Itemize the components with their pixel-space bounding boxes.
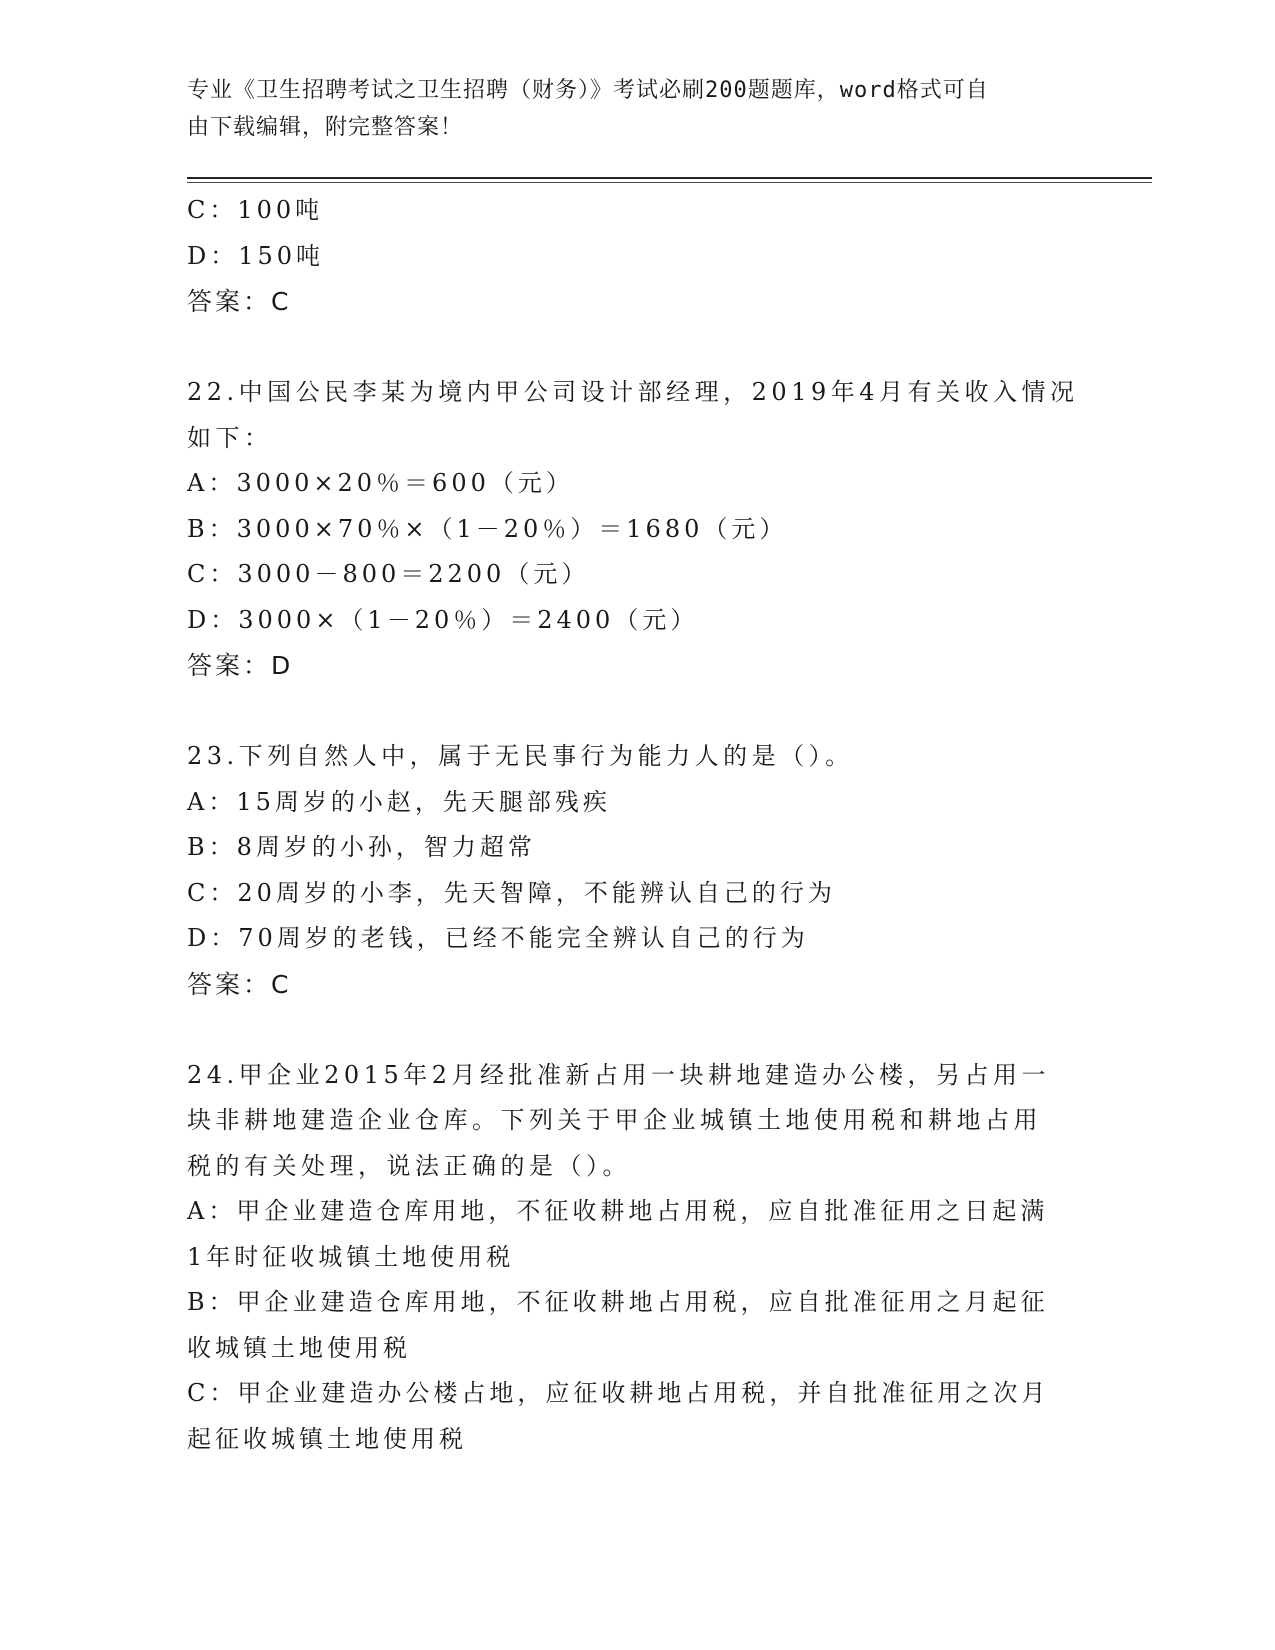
- spacer: [187, 1007, 1087, 1053]
- question-stem: 块非耕地建造企业仓库。下列关于甲企业城镇土地使用税和耕地占用: [187, 1106, 1042, 1134]
- option-b: B：3000×70％×（1－20％）＝1680（元）: [187, 514, 788, 543]
- option-c: C：20周岁的小李，先天智障，不能辨认自己的行为: [187, 878, 836, 907]
- option-d: D：150吨: [187, 241, 325, 270]
- answer: 答案：C: [187, 287, 292, 316]
- answer: 答案：D: [187, 651, 294, 680]
- question-stem: 24.甲企业2015年2月经批准新占用一块耕地建造办公楼，另占用一: [187, 1060, 1051, 1089]
- question-list: [187, 188, 1087, 1462]
- option-c: C：甲企业建造办公楼占地，应征收耕地占用税，并自批准征用之次月: [187, 1379, 1050, 1407]
- option-a: A：甲企业建造仓库用地，不征收耕地占用税，应自批准征用之日起满: [187, 1197, 1049, 1225]
- question-21: [187, 188, 1087, 325]
- option-a: A：3000×20％＝600（元）: [187, 469, 574, 497]
- question-22: [187, 370, 1087, 689]
- answer: 答案：C: [187, 969, 292, 999]
- header-line-2: 由下载编辑，附完整答案！: [187, 115, 464, 140]
- option-c: C：100吨: [187, 196, 324, 224]
- option-c: C：3000－800＝2200（元）: [187, 560, 590, 588]
- question-stem: 如下：: [187, 423, 273, 452]
- option-b: B：甲企业建造仓库用地，不征收耕地占用税，应自批准征用之月起征: [187, 1288, 1049, 1316]
- option-c-continued: 起征收城镇土地使用税: [187, 1424, 467, 1453]
- option-d: D：70周岁的老钱，已经不能完全辨认自己的行为: [187, 924, 809, 952]
- header-divider-thin: [187, 182, 1152, 183]
- question-stem: 23.下列自然人中，属于无民事行为能力人的是（）。: [187, 742, 854, 770]
- question-stem: 税的有关处理，说法正确的是（）。: [187, 1151, 631, 1180]
- question-24: [187, 1053, 1087, 1463]
- option-a-continued: 1年时征收城镇土地使用税: [187, 1242, 515, 1271]
- spacer: [187, 325, 1087, 371]
- header-divider-thick: [187, 177, 1152, 179]
- document-header: [187, 72, 1067, 146]
- option-d: D：3000×（1－20％）＝2400（元）: [187, 605, 699, 634]
- question-stem: 22.中国公民李某为境内甲公司设计部经理，2019年4月有关收入情况: [187, 378, 1079, 406]
- option-b-continued: 收城镇土地使用税: [187, 1333, 411, 1362]
- option-b: B：8周岁的小孙，智力超常: [187, 833, 536, 861]
- option-a: A：15周岁的小赵，先天腿部残疾: [187, 787, 611, 816]
- spacer: [187, 689, 1087, 735]
- header-line-1: 专业《卫生招聘考试之卫生招聘（财务）》考试必刷200题题库，word格式可自: [187, 78, 989, 103]
- question-23: [187, 734, 1087, 1007]
